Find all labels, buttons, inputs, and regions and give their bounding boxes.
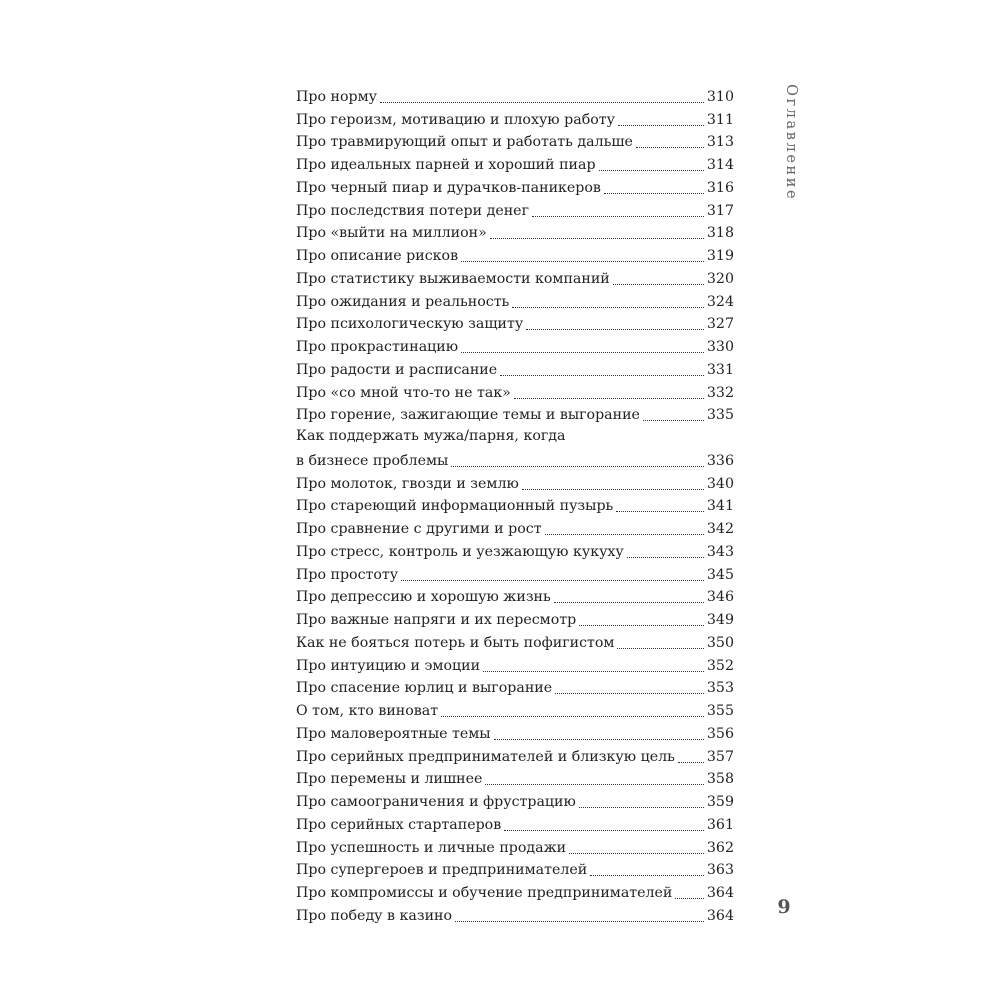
toc-entry	[296, 858, 734, 881]
toc-entry-title: Про черный пиар и дурачков-паникеров	[296, 179, 601, 196]
toc-entry-page: 355	[706, 703, 734, 719]
dot-leader	[461, 352, 704, 353]
toc-entry-title: Про маловероятные темы	[296, 725, 491, 742]
dot-leader	[604, 193, 704, 194]
dot-leader	[514, 398, 704, 399]
dot-leader	[616, 511, 704, 512]
toc-entry-page: 335	[706, 407, 734, 424]
toc-entry-page: 353	[706, 680, 734, 697]
toc-entry-title: Про важные напряги и их пересмотр	[296, 612, 577, 628]
toc-entry-title: Про травмирующий опыт и работать дальше	[296, 134, 633, 151]
toc-entry-title: Про серийных предпринимателей и близкую цель	[296, 748, 675, 765]
toc-entry-title: Про горение, зажигающие темы и выгорание	[296, 407, 640, 424]
toc-entry-page: 359	[706, 794, 734, 810]
toc-entry-page: 316	[706, 179, 734, 196]
toc-entry-page: 341	[706, 498, 734, 515]
toc-entry-title: Про прокрастинацию	[296, 339, 459, 355]
dot-leader	[504, 830, 704, 831]
toc-entry-page: 320	[706, 270, 734, 287]
toc-entry-title: Про последствия потери денег	[296, 202, 529, 219]
toc-entry-page: 324	[706, 293, 734, 310]
toc-entry-page: 356	[706, 725, 734, 742]
toc-entry-title: Про супергероев и предпринимателей	[296, 862, 588, 879]
toc-entry-page: 357	[706, 748, 734, 765]
toc-entry-page: 362	[706, 839, 734, 856]
dot-leader	[512, 307, 704, 308]
toc-entry	[296, 676, 734, 699]
toc-entry	[296, 767, 734, 790]
toc-entry-page: 313	[706, 134, 734, 151]
toc-entry	[296, 698, 734, 721]
toc-entry-title: Про интуицию и эмоции	[296, 657, 481, 674]
toc-entry	[296, 425, 734, 471]
toc-entry	[296, 152, 734, 175]
toc-entry-page: 352	[706, 657, 734, 674]
dot-leader	[545, 534, 704, 535]
toc-entry-page: 350	[706, 634, 734, 651]
toc-entry-title: в бизнесе проблемы	[296, 452, 449, 469]
toc-entry	[296, 835, 734, 858]
toc-entry	[296, 175, 734, 198]
toc-entry	[296, 243, 734, 266]
toc-entry-title: Про самоограничения и фрустрацию	[296, 794, 576, 810]
dot-leader	[569, 853, 704, 854]
toc-entry	[296, 357, 734, 380]
dot-leader	[494, 739, 704, 740]
toc-entry-page: 364	[706, 885, 734, 901]
dot-leader	[451, 466, 704, 467]
toc-entry	[296, 471, 734, 494]
dot-leader	[441, 716, 704, 717]
toc-entry-page: 363	[706, 862, 734, 879]
toc-entry-page: 340	[706, 475, 734, 492]
dot-leader	[490, 238, 704, 239]
toc-entry-last-line	[296, 448, 734, 471]
dot-leader	[555, 693, 704, 694]
toc-entry-title: Про перемены и лишнее	[296, 771, 483, 788]
toc-entry	[296, 198, 734, 221]
toc-entry-title: Про норму	[296, 88, 377, 105]
toc-entry	[296, 585, 734, 608]
toc-entry-title: Про идеальных парней и хороший пиар	[296, 157, 596, 173]
dot-leader	[579, 807, 704, 808]
dot-leader	[526, 329, 704, 330]
dot-leader	[618, 125, 704, 126]
toc-entry-title: Про «выйти на миллион»	[296, 225, 487, 242]
toc-entry-title: Про сравнение с другими и рост	[296, 521, 542, 537]
dot-leader	[485, 784, 704, 785]
toc-entry-page: 331	[706, 361, 734, 378]
toc-entry-title: Про стареющий информационный пузырь	[296, 498, 614, 515]
toc-entry-page: 327	[706, 316, 734, 333]
toc-entry	[296, 880, 734, 903]
dot-leader	[613, 284, 704, 285]
toc-entry-title: Про спасение юрлиц и выгорание	[296, 680, 553, 697]
toc-entry-title: О том, кто виноват	[296, 703, 439, 719]
dot-leader	[500, 375, 704, 376]
toc-entry	[296, 721, 734, 744]
toc-entry-page: 330	[706, 339, 734, 355]
dot-leader	[627, 557, 704, 558]
dot-leader	[522, 489, 704, 490]
toc-entry	[296, 516, 734, 539]
toc-entry-page: 358	[706, 771, 734, 788]
toc-entry-page: 343	[706, 543, 734, 560]
toc-entry	[296, 744, 734, 767]
toc-entry-page: 361	[706, 816, 734, 833]
dot-leader	[401, 580, 704, 581]
toc-entry-page: 332	[706, 384, 734, 401]
toc-entry	[296, 107, 734, 130]
toc-entry	[296, 789, 734, 812]
dot-leader	[483, 671, 704, 672]
toc-entry	[296, 562, 734, 585]
toc-entry-title: Про молоток, гвозди и землю	[296, 475, 519, 492]
toc-entry-title: Про радости и расписание	[296, 361, 498, 378]
toc-entry-title: Про депрессию и хорошую жизнь	[296, 589, 551, 606]
toc-entry-page: 311	[706, 111, 734, 128]
toc-entry-title: Как не бояться потерь и быть пофигистом	[296, 634, 615, 651]
dot-leader	[678, 762, 704, 763]
toc-entry	[296, 812, 734, 835]
dot-leader	[599, 170, 704, 171]
toc-entry	[296, 494, 734, 517]
toc-entry-title-line1: Как поддержать мужа/парня, когда	[296, 428, 566, 445]
toc-entry-page: 346	[706, 589, 734, 606]
dot-leader	[455, 921, 704, 922]
dot-leader	[554, 602, 704, 603]
toc-entry-title: Про «со мной что-то не так»	[296, 384, 511, 401]
toc-entry-title: Про описание рисков	[296, 248, 459, 264]
toc-entry-title: Про стресс, контроль и уезжающую кукуху	[296, 543, 624, 560]
toc-entry-page: 310	[706, 88, 734, 105]
dot-leader	[675, 898, 704, 899]
toc-entry	[296, 903, 734, 926]
dot-leader	[590, 875, 704, 876]
running-head: Оглавление	[783, 84, 799, 202]
toc-entry	[296, 607, 734, 630]
dot-leader	[617, 648, 703, 649]
toc-entry-page: 349	[706, 612, 734, 628]
toc-entry-page: 364	[706, 907, 734, 924]
toc-entry-title: Про простоту	[296, 566, 399, 583]
toc-entry-page: 345	[706, 566, 734, 583]
toc-entry-title: Про компромиссы и обучение предпринимателей	[296, 885, 673, 901]
toc-entry-title: Про успешность и личные продажи	[296, 839, 567, 856]
toc-entry-title: Про психологическую защиту	[296, 316, 524, 333]
dot-leader	[579, 625, 704, 626]
toc-entry	[296, 84, 734, 107]
toc-entry	[296, 653, 734, 676]
dot-leader	[643, 420, 704, 421]
page-number: 9	[777, 896, 791, 918]
dot-leader	[461, 261, 704, 262]
toc-entry-title: Про героизм, мотивацию и плохую работу	[296, 111, 615, 128]
toc-entry	[296, 539, 734, 562]
toc-entry-title: Про ожидания и реальность	[296, 293, 510, 310]
toc-entry-page: 314	[706, 157, 734, 173]
toc-entry	[296, 221, 734, 244]
toc-entry-page: 318	[706, 225, 734, 242]
toc-entry	[296, 630, 734, 653]
toc-entry	[296, 380, 734, 403]
toc-entry-title: Про статистику выживаемости компаний	[296, 270, 610, 287]
toc-entry	[296, 403, 734, 426]
dot-leader	[380, 102, 704, 103]
toc-entry	[296, 312, 734, 335]
toc-entry	[296, 130, 734, 153]
toc-entry-page: 319	[706, 248, 734, 264]
toc-entry-title: Про серийных стартаперов	[296, 816, 502, 833]
toc-entry-page: 342	[706, 521, 734, 537]
dot-leader	[636, 147, 704, 148]
toc-entry	[296, 289, 734, 312]
table-of-contents	[296, 84, 734, 926]
toc-entry	[296, 334, 734, 357]
toc-entry	[296, 266, 734, 289]
dot-leader	[532, 216, 704, 217]
toc-entry-page: 317	[706, 202, 734, 219]
toc-entry-title: Про победу в казино	[296, 907, 453, 924]
toc-entry-page: 336	[706, 452, 734, 469]
